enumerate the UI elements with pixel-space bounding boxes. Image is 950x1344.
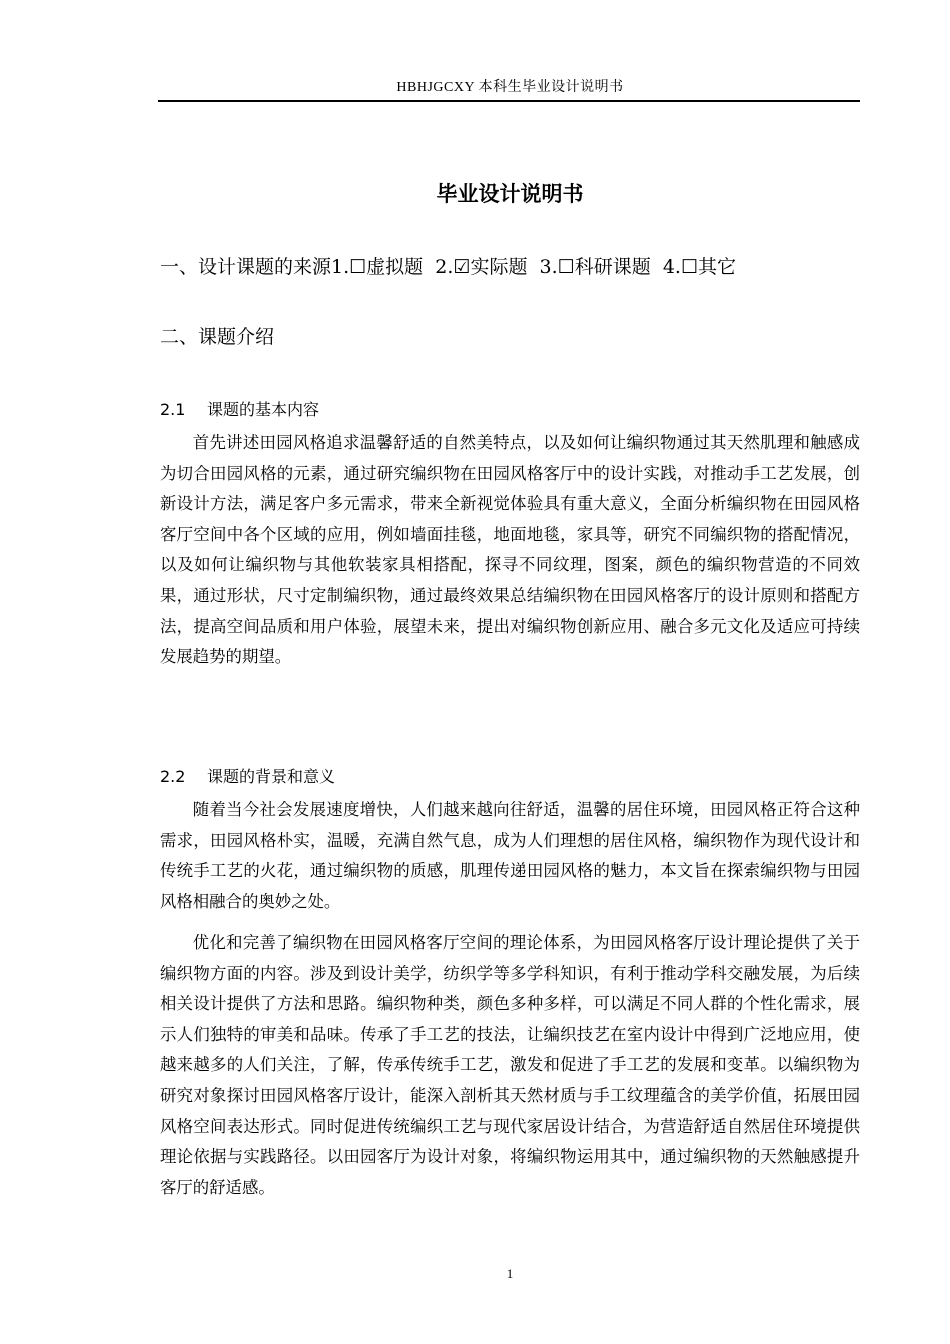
page-number: 1 xyxy=(506,1266,514,1281)
subsection-title: 课题的背景和意义 xyxy=(207,767,336,786)
subsection-2-2-heading xyxy=(160,764,335,787)
header-divider xyxy=(158,100,860,102)
subsection-number: 2.2 xyxy=(160,767,186,786)
paragraph-background: 随着当今社会发展速度增快，人们越来越向往舒适，温馨的居住环境，田园风格正符合这种需求，田园风格朴实，温暖，充满自然气息，成为人们理想的居住风格，编织物作为现代设计和传统手工艺的火花，通过编织物的质感，肌理传递田园风格的魅力，本文旨在探索编织物与田园风格相融合的奥妙之处。 xyxy=(160,800,860,911)
running-header: HBHJGCXY 本科生毕业设计说明书 xyxy=(396,80,624,95)
topic-source-line xyxy=(160,252,880,279)
section2-heading: 二、课题介绍 xyxy=(160,326,275,348)
option-actual: 2.☑实际题 xyxy=(435,256,528,278)
section1-heading: 一、设计课题的来源 xyxy=(160,256,332,278)
paragraph-significance: 优化和完善了编织物在田园风格客厅空间的理论体系，为田园风格客厅设计理论提供了关于编织物方面的内容。涉及到设计美学，纺织学等多学科知识，有利于推动学科交融发展，为后续相关设计提供了方法和思路。编织物种类，颜色多种多样，可以满足不同人群的个性化需求，展示人们独特的审美和品味。传承了手工艺的技法，让编织技艺在室内设计中得到广泛地应用，使越来越多的人们关注，了解，传承传统手工艺，激发和促进了手工艺的发展和变革。以编织物为研究对象探讨田园风格客厅设计，能深入剖析其天然材质与手工纹理蕴含的美学价值，拓展田园风格空间表达形式。同时促进传统编织工艺与现代家居设计结合，为营造舒适自然居住环境提供理论依据与实践路径。以田园客厅为设计对象，将编织物运用其中，通过编织物的天然触感提升客厅的舒适感。 xyxy=(160,933,860,1197)
subsection-title: 课题的基本内容 xyxy=(207,400,320,419)
document-title: 毕业设计说明书 xyxy=(436,182,584,206)
subsection-number: 2.1 xyxy=(160,400,186,419)
option-virtual: 1.☐虚拟题 xyxy=(331,256,424,278)
subsection-2-1-heading xyxy=(160,397,319,420)
option-other: 4.☐其它 xyxy=(662,256,736,278)
paragraph-basic-content: 首先讲述田园风格追求温馨舒适的自然美特点，以及如何让编织物通过其天然肌理和触感成为切合田园风格的元素，通过研究编织物在田园风格客厅中的设计实践，对推动手工艺发展，创新设计方法，满足客户多元需求，带来全新视觉体验具有重大意义，全面分析编织物在田园风格客厅空间中各个区域的应用，例如墙面挂毯，地面地毯，家具等，研究不同编织物的搭配情况，以及如何让编织物与其他软装家具相搭配，探寻不同纹理，图案，颜色的编织物营造的不同效果，通过形状，尺寸定制编织物，通过最终效果总结编织物在田园风格客厅的设计原则和搭配方法，提高空间品质和用户体验，展望未来，提出对编织物创新应用、融合多元文化及适应可持续发展趋势的期望。 xyxy=(160,433,860,667)
option-research: 3.☐科研课题 xyxy=(539,256,651,278)
